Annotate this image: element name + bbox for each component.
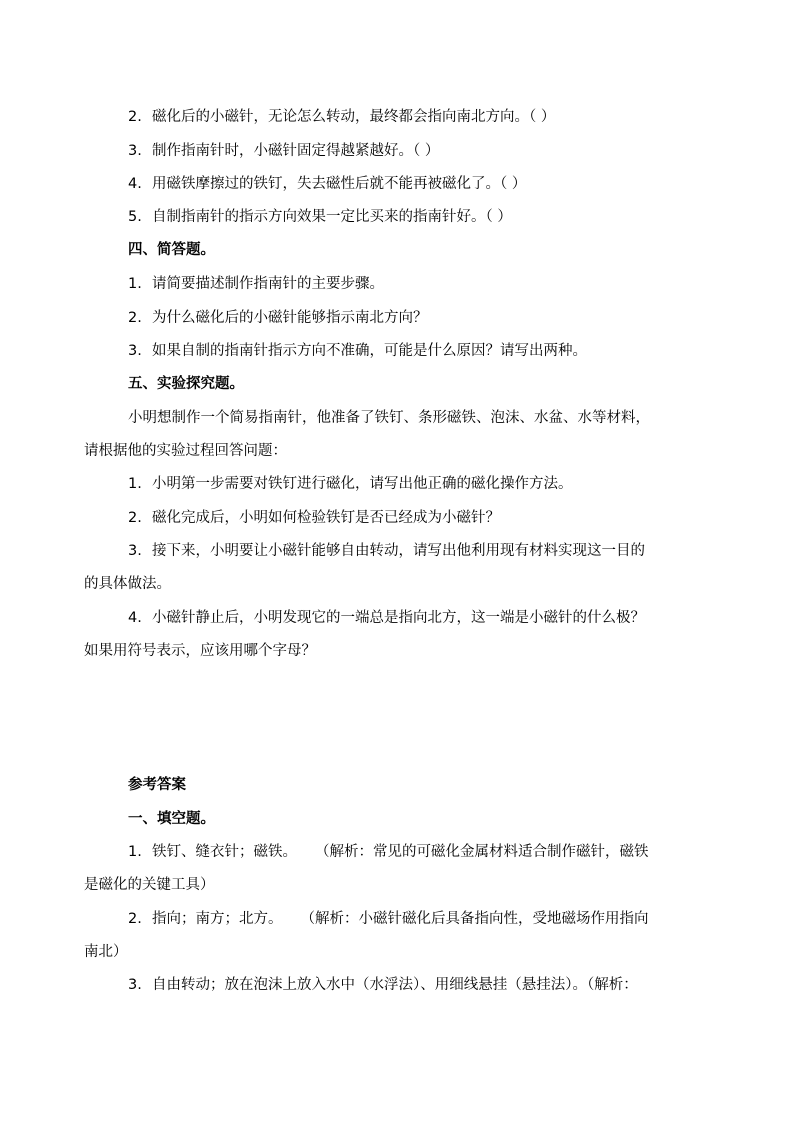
item-number: 3. <box>128 343 142 359</box>
judge-item-4 <box>128 174 526 194</box>
item-text: 指向；南方；北方。 <box>152 911 283 927</box>
section-heading-short-answer: 四、简答题。 <box>128 242 215 258</box>
item-number: 1. <box>128 844 142 860</box>
item-text: 接下来，小明要让小磁针能够自由转动，请写出他利用现有材料实现这一目的 <box>152 543 645 559</box>
experiment-item-4 <box>128 608 645 628</box>
judge-item-2 <box>128 107 555 127</box>
experiment-item-3-continuation: 的具体做法。 <box>84 576 171 592</box>
section-heading-experiment: 五、实验探究题。 <box>128 376 244 392</box>
item-text: 磁化完成后，小明如何检验铁钉是否已经成为小磁针？ <box>152 510 500 526</box>
item-text: 自制指南针的指示方向效果一定比买来的指南针好。（ ） <box>152 209 512 225</box>
item-number: 5. <box>128 209 142 225</box>
item-text: 小磁针静止后，小明发现它的一端总是指向北方，这一端是小磁针的什么极？ <box>152 610 645 626</box>
item-number: 3. <box>128 543 142 559</box>
item-text: 铁钉、缝衣针；磁铁。 <box>152 844 297 860</box>
experiment-item-1 <box>128 474 573 494</box>
item-number: 2. <box>128 911 142 927</box>
short-answer-item-2 <box>128 308 428 328</box>
item-text: 为什么磁化后的小磁针能够指示南北方向？ <box>152 310 428 326</box>
item-note: （解析：常见的可磁化金属材料适合制作磁针，磁铁 <box>315 844 649 860</box>
item-number: 2. <box>128 310 142 326</box>
item-number: 3. <box>128 143 142 159</box>
answer-item-1-continuation: 是磁化的关键工具） <box>84 877 215 893</box>
experiment-intro-line-2: 请根据他的实验过程回答问题： <box>84 443 287 459</box>
item-text: 自由转动；放在泡沫上放入水中（水浮法）、用细线悬挂（悬挂法）。（解析： <box>152 977 638 993</box>
item-number: 4. <box>128 610 142 626</box>
item-text: 请简要描述制作指南针的主要步骤。 <box>152 276 384 292</box>
short-answer-item-1 <box>128 274 384 294</box>
experiment-item-4-continuation: 如果用符号表示，应该用哪个字母？ <box>84 643 316 659</box>
item-text: 制作指南针时，小磁针固定得越紧越好。（ ） <box>152 143 440 159</box>
judge-item-5 <box>128 207 512 227</box>
item-text: 如果自制的指南针指示方向不准确，可能是什么原因？请写出两种。 <box>152 343 587 359</box>
short-answer-item-3 <box>128 341 587 361</box>
item-number: 3. <box>128 977 142 993</box>
judge-item-3 <box>128 141 439 161</box>
item-text: 磁化后的小磁针，无论怎么转动，最终都会指向南北方向。（ ） <box>152 109 556 125</box>
item-text: 小明第一步需要对铁钉进行磁化，请写出他正确的磁化操作方法。 <box>152 476 573 492</box>
answer-item-2 <box>128 909 649 929</box>
answers-title: 参考答案 <box>128 777 186 793</box>
item-number: 4. <box>128 176 142 192</box>
item-number: 2. <box>128 510 142 526</box>
item-number: 1. <box>128 476 142 492</box>
answer-item-3 <box>128 975 638 995</box>
item-note: （解析：小磁针磁化后具备指向性，受地磁场作用指向 <box>300 911 649 927</box>
answers-fill-heading: 一、填空题。 <box>128 811 215 827</box>
answer-item-2-continuation: 南北） <box>84 944 128 960</box>
experiment-item-2 <box>128 508 500 528</box>
item-number: 1. <box>128 276 142 292</box>
item-text: 用磁铁摩擦过的铁钉，失去磁性后就不能再被磁化了。（ ） <box>152 176 527 192</box>
experiment-item-3 <box>128 541 645 561</box>
item-number: 2. <box>128 109 142 125</box>
answer-item-1 <box>128 842 649 862</box>
experiment-intro-line-1: 小明想制作一个简易指南针，他准备了铁钉、条形磁铁、泡沫、水盆、水等材料， <box>128 410 650 426</box>
